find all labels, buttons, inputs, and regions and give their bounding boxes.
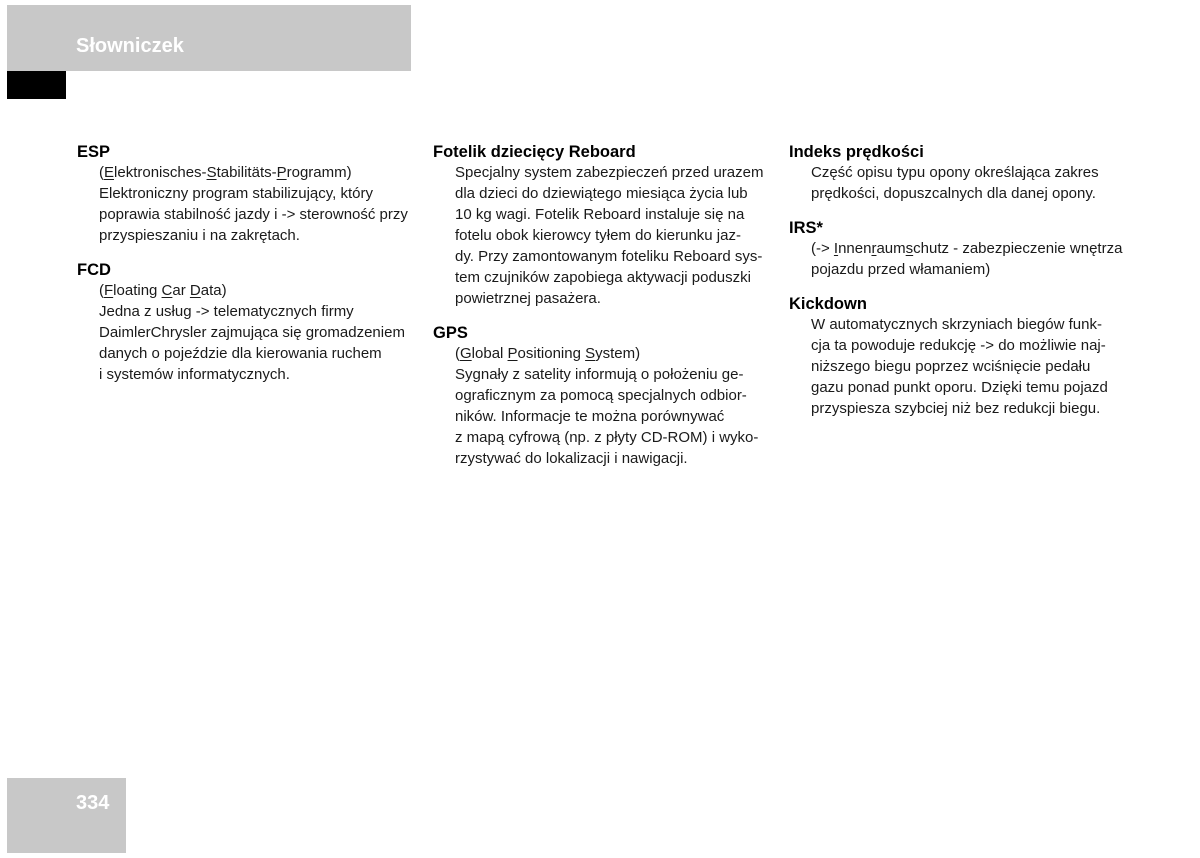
definition-line	[789, 335, 1131, 356]
glossary-entry	[77, 261, 419, 385]
definition-line	[433, 385, 775, 406]
text-segment: dy. Przy zamontowanym foteliku Reboard sys-	[455, 248, 763, 265]
text-segment: loating	[113, 282, 162, 299]
text-segment: W automatycznych skrzyniach biegów funk-	[811, 316, 1102, 333]
glossary-entry	[789, 295, 1131, 419]
text-segment: niższego biegu poprzez wciśnięcie pedału	[811, 358, 1091, 375]
glossary-term: GPS	[433, 324, 468, 342]
text-segment: (	[455, 345, 460, 362]
definition-line	[789, 356, 1131, 377]
underlined-letter: E	[104, 164, 115, 181]
definition-line	[789, 162, 1131, 183]
text-segment: ników. Informacje te można porównywać	[455, 408, 725, 425]
text-segment: DaimlerChrysler zajmująca się gromadzeniem	[99, 324, 405, 341]
text-segment: tabilitäts-	[216, 164, 277, 181]
text-segment: prędkości, dopuszcalnych dla danej opony.	[811, 185, 1096, 202]
definition-line	[433, 448, 775, 469]
text-segment: tem czujników zapobiega aktywacji poduszki	[455, 269, 751, 286]
underlined-letter: S	[206, 164, 217, 181]
text-segment: lobal	[471, 345, 508, 362]
text-segment: ystem)	[595, 345, 641, 362]
text-segment: danych o pojeździe dla kierowania ruchem	[99, 345, 382, 362]
text-segment: Specjalny system zabezpieczeń przed urazem	[455, 164, 764, 181]
definition-line	[433, 364, 775, 385]
glossary-entry	[789, 143, 1131, 204]
text-segment: fotelu obok kierowcy tyłem do kierunku jaz-	[455, 227, 741, 244]
definition-line	[789, 398, 1131, 419]
text-segment: (	[99, 282, 104, 299]
glossary-term: Fotelik dziecięcy Reboard	[433, 143, 636, 161]
text-segment: ograficznym za pomocą specjalnych odbior-	[455, 387, 747, 404]
underlined-letter: r	[871, 240, 877, 257]
glossary-entry	[433, 324, 775, 469]
text-segment: przyspiesza szybciej niż bez redukcji biegu.	[811, 400, 1101, 417]
header-tab	[7, 5, 411, 71]
glossary-column-1	[77, 143, 419, 400]
text-segment: nnen	[838, 240, 872, 257]
underlined-letter: I	[833, 240, 839, 257]
text-segment: przyspieszaniu i na zakrętach.	[99, 227, 300, 244]
definition-line	[77, 204, 419, 225]
underlined-letter: G	[460, 345, 472, 362]
definition-line	[789, 377, 1131, 398]
glossary-entry	[433, 143, 775, 309]
text-segment: (->	[811, 240, 834, 257]
definition-line	[789, 183, 1131, 204]
glossary-column-2	[433, 143, 775, 484]
text-segment: ata)	[200, 282, 227, 299]
definition-line	[77, 364, 419, 385]
text-segment: Część opisu typu opony określająca zakres	[811, 164, 1099, 181]
definition-line	[433, 183, 775, 204]
definition-line	[77, 183, 419, 204]
text-segment: 10 kg wagi. Fotelik Reboard instaluje się na	[455, 206, 745, 223]
definition-line	[433, 225, 775, 246]
definition-line	[433, 343, 775, 364]
text-segment: powietrznej pasażera.	[455, 290, 601, 307]
text-segment: ar	[172, 282, 190, 299]
definition-line	[433, 288, 775, 309]
text-segment: i systemów informatycznych.	[99, 366, 290, 383]
text-segment: Sygnały z satelity informują o położeniu ge-	[455, 366, 744, 383]
text-segment: aum	[876, 240, 906, 257]
definition-line	[77, 280, 419, 301]
text-segment: dla dzieci do dziewiątego miesiąca życia lub	[455, 185, 748, 202]
underlined-letter: s	[905, 240, 914, 257]
underlined-letter: D	[189, 282, 201, 299]
text-segment: rzystywać do lokalizacji i nawigacji.	[455, 450, 688, 467]
definition-line	[77, 322, 419, 343]
definition-line	[433, 246, 775, 267]
text-segment: z mapą cyfrową (np. z płyty CD-ROM) i wyko-	[455, 429, 759, 446]
page-number-box	[7, 778, 126, 853]
definition-line	[789, 238, 1131, 259]
definition-line	[77, 225, 419, 246]
glossary-term: Indeks prędkości	[789, 143, 924, 161]
definition-line	[77, 162, 419, 183]
glossary-column-3	[789, 143, 1131, 434]
text-segment: rogramm)	[286, 164, 352, 181]
text-segment: poprawia stabilność jazdy i -> sterowność przy	[99, 206, 408, 223]
page-title: Słowniczek	[76, 35, 184, 57]
text-segment: Elektroniczny program stabilizujący, który	[99, 185, 373, 202]
underlined-letter: P	[276, 164, 287, 181]
glossary-entry	[77, 143, 419, 246]
glossary-term: ESP	[77, 143, 111, 161]
text-segment: cja ta powoduje redukcję -> do możliwie naj-	[811, 337, 1106, 354]
text-segment: lektronisches-	[114, 164, 207, 181]
text-segment: pojazdu przed włamaniem)	[811, 261, 991, 278]
text-segment: ositioning	[517, 345, 586, 362]
glossary-term: Kickdown	[789, 295, 867, 313]
definition-line	[789, 259, 1131, 280]
underlined-letter: F	[104, 282, 114, 299]
definition-line	[433, 162, 775, 183]
definition-line	[433, 204, 775, 225]
text-segment: gazu ponad punkt oporu. Dzięki temu pojazd	[811, 379, 1108, 396]
definition-line	[433, 267, 775, 288]
text-segment: Jedna z usług -> telematycznych firmy	[99, 303, 354, 320]
definition-line	[789, 314, 1131, 335]
section-marker	[7, 71, 66, 99]
glossary-entry	[789, 219, 1131, 280]
glossary-term: FCD	[77, 261, 111, 279]
page-number: 334	[76, 792, 110, 814]
definition-line	[433, 427, 775, 448]
text-segment: chutz - zabezpieczenie wnętrza	[913, 240, 1123, 257]
underlined-letter: P	[507, 345, 518, 362]
text-segment: (	[99, 164, 104, 181]
definition-line	[433, 406, 775, 427]
underlined-letter: S	[585, 345, 596, 362]
definition-line	[77, 301, 419, 322]
definition-line	[77, 343, 419, 364]
glossary-term: IRS*	[789, 219, 823, 237]
underlined-letter: C	[161, 282, 173, 299]
